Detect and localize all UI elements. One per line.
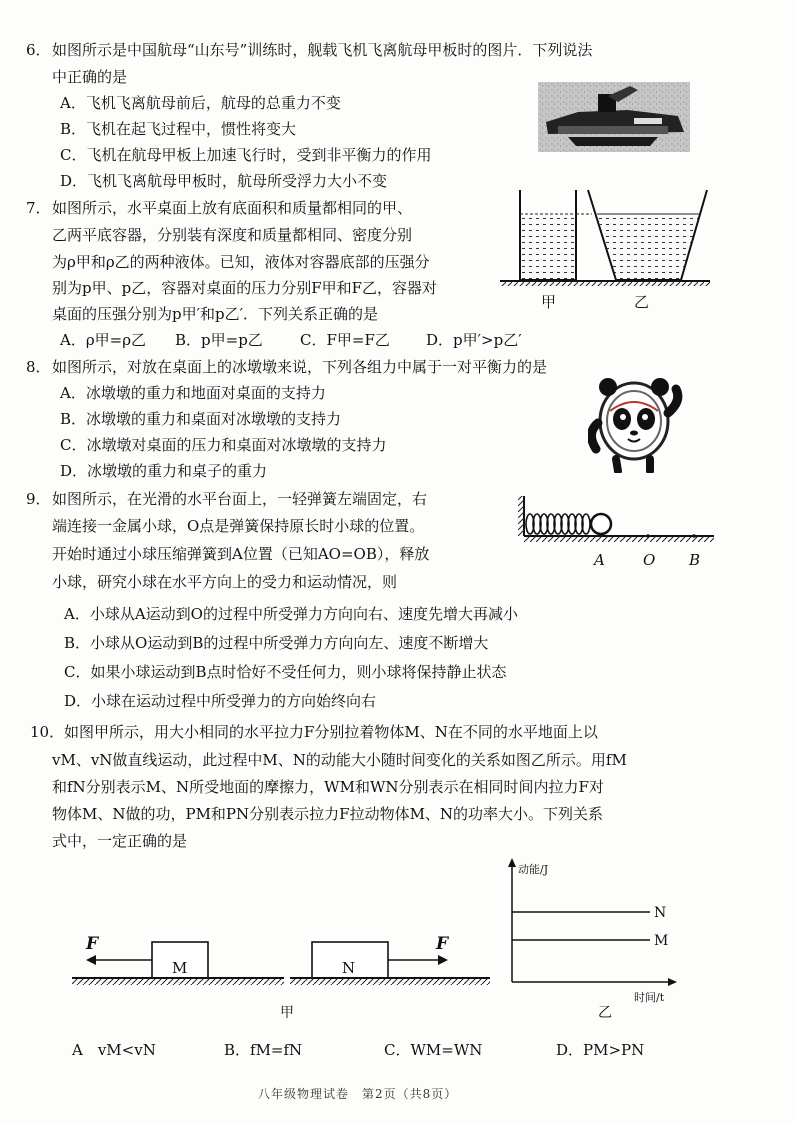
metal-ball (591, 514, 611, 534)
q6-option-a: A．飞机飞离航母前后，航母的总重力不变 (60, 94, 341, 112)
q8-stem-line1: 如图所示，对放在桌面上的冰墩墩来说，下列各组力中属于一对平衡力的是 (52, 358, 548, 376)
q7-stem-line3: 为ρ甲和ρ乙的两种液体。已知，液体对容器底部的压强分 (52, 253, 430, 271)
q8-option-b: B．冰墩墩的重力和桌面对冰墩墩的支持力 (60, 410, 342, 428)
container-label-jia: 甲 (541, 293, 557, 311)
block-m-label: M (172, 959, 188, 977)
q7-option-b: B．p甲=p乙 (175, 331, 263, 349)
caption-jia: 甲 (280, 1005, 294, 1021)
page-footer: 八年级物理试卷 第2页（共8页） (258, 1087, 458, 1101)
q9-number: 9． (26, 490, 51, 508)
q9-option-c: C．如果小球运动到B点时恰好不受任何力，则小球将保持静止状态 (64, 663, 507, 681)
q6-number: 6． (26, 41, 51, 59)
q6-option-d: D．飞机飞离航母甲板时，航母所受浮力大小不变 (60, 172, 388, 190)
q10-number: 10． (30, 723, 65, 741)
q7-option-a: A．ρ甲=ρ乙 (60, 331, 147, 349)
q7-option-c: C．F甲=F乙 (300, 331, 390, 349)
q6-stem-line1: 如图所示是中国航母“山东号”训练时，舰载飞机飞离航母甲板时的图片．下列说法 (52, 41, 593, 59)
q6-option-b: B．飞机在起飞过程中，惯性将变大 (60, 120, 297, 138)
q8-number: 8． (26, 358, 51, 376)
block-n-figure (290, 930, 490, 990)
spring-figure (518, 494, 714, 546)
q8-option-d: D．冰墩墩的重力和桌子的重力 (60, 462, 268, 480)
q9-stem-line2: 端连接一金属小球，O点是弹簧保持原长时小球的位置。 (52, 517, 425, 535)
point-b-label: B (689, 551, 701, 569)
q9-option-a: A．小球从A运动到O的过程中所受弹力方向向右、速度先增大再减小 (64, 605, 518, 623)
q9-stem-line1: 如图所示，在光滑的水平台面上，一轻弹簧左端固定，右 (52, 490, 428, 508)
point-a-label: A (594, 551, 605, 569)
q10-option-c: C．WM=WN (384, 1041, 483, 1059)
q7-stem-line5: 桌面的压强分别为p甲′和p乙′．下列关系正确的是 (52, 305, 379, 323)
caption-yi: 乙 (598, 1005, 612, 1021)
q7-stem-line1: 如图所示，水平桌面上放有底面积和质量都相同的甲、 (52, 199, 413, 217)
line-m-label: M (654, 933, 669, 949)
containers-figure (500, 186, 710, 286)
q10-stem-line1: 如图甲所示，用大小相同的水平拉力F分别拉着物体M、N在不同的水平地面上以 (64, 723, 598, 741)
line-n-label: N (654, 905, 667, 921)
container-label-yi: 乙 (634, 293, 650, 311)
aircraft-carrier-photo (538, 82, 690, 152)
bing-dwen-dwen-image (588, 373, 684, 473)
point-o-label: O (643, 551, 656, 569)
q9-option-d: D．小球在运动过程中所受弹力的方向始终向右 (64, 692, 377, 710)
q10-stem-line5: 式中，一定正确的是 (52, 832, 188, 850)
q10-option-d: D．PM>PN (556, 1041, 645, 1059)
q7-stem-line4: 别为p甲、p乙，容器对桌面的压力分别F甲和F乙，容器对 (52, 279, 438, 297)
q7-option-d: D．p甲′>p乙′ (426, 331, 522, 349)
container-jia-liquid (520, 214, 576, 280)
force-label-n: F (436, 934, 449, 954)
q10-stem-line2: vM、vN做直线运动，此过程中M、N的动能大小随时间变化的关系如图乙所示。用fM (52, 751, 627, 769)
y-axis-label: 动能/J (518, 863, 549, 876)
q8-option-a: A．冰墩墩的重力和地面对桌面的支持力 (60, 384, 326, 402)
q6-option-c: C．飞机在航母甲板上加速飞行时，受到非平衡力的作用 (60, 146, 432, 164)
q7-number: 7． (26, 199, 51, 217)
q10-option-b: B．fM=fN (224, 1041, 303, 1059)
block-n-label: N (342, 959, 356, 977)
q9-option-b: B．小球从O运动到B的过程中所受弹力方向向左、速度不断增大 (64, 634, 489, 652)
q8-option-c: C．冰墩墩对桌面的压力和桌面对冰墩墩的支持力 (60, 436, 387, 454)
x-axis-label: 时间/t (634, 991, 665, 1004)
q6-stem-line2: 中正确的是 (52, 68, 128, 86)
q10-stem-line4: 物体M、N做的功，PM和PN分别表示拉力F拉动物体M、N的功率大小。下列关系 (52, 805, 604, 823)
q7-stem-line2: 乙两平底容器，分别装有深度和质量都相同、密度分别 (52, 226, 413, 244)
q10-option-a: A vM<vN (72, 1041, 156, 1059)
q9-stem-line3: 开始时通过小球压缩弹簧到A位置（已知AO=OB），释放 (52, 545, 430, 563)
q9-stem-line4: 小球，研究小球在水平方向上的受力和运动情况，则 (52, 573, 398, 591)
spring (526, 514, 590, 534)
force-label-m: F (86, 934, 99, 954)
q10-stem-line3: 和fN分别表示M、N所受地面的摩擦力，WM和WN分别表示在相同时间内拉力F对 (52, 778, 604, 796)
